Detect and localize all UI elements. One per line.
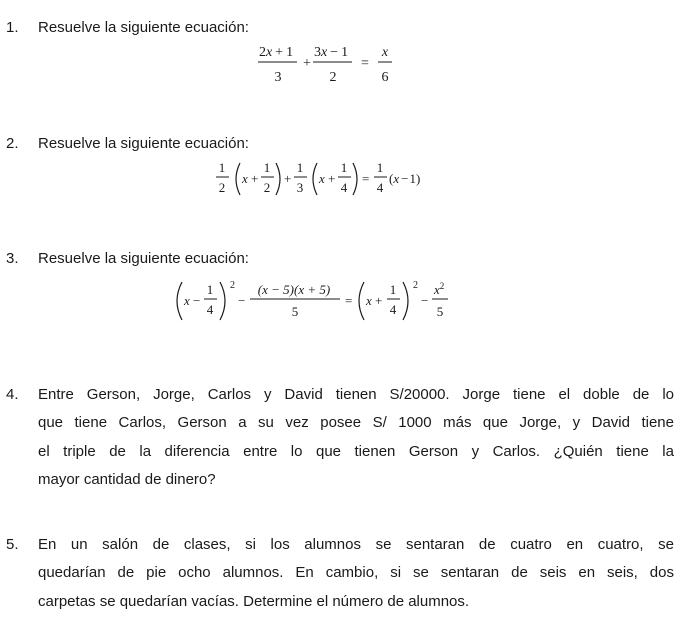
problem-number: 2. (6, 135, 19, 152)
paren-left (177, 282, 182, 320)
problem-number: 5. (6, 536, 19, 553)
paren-right (276, 163, 280, 195)
eq-denominator: 5 (291, 304, 299, 319)
eq-operator: + (303, 56, 311, 71)
problem-text (38, 537, 674, 618)
eq-operator: + (375, 293, 383, 308)
eq-exponent: 2 (230, 280, 235, 291)
eq-variable: x (265, 45, 273, 60)
paren-right (353, 163, 357, 195)
eq-denominator: 2 (263, 180, 271, 195)
paren-left (359, 282, 364, 320)
eq-denominator: 2 (329, 70, 337, 85)
eq-operator: + (284, 171, 292, 186)
eq-term: 3 (313, 45, 321, 60)
eq-variable: x (393, 171, 400, 186)
eq-exponent: 2 (413, 280, 418, 291)
eq-exponent: 2 (439, 281, 445, 291)
eq-operator: = (345, 293, 353, 308)
svg-text:(x−1) (389, 171, 420, 186)
eq-operator: − (193, 293, 201, 308)
problem-number: 1. (6, 19, 19, 36)
eq-term: 1 (341, 45, 349, 60)
eq-term: 1 (286, 45, 294, 60)
eq-operator: − (421, 293, 429, 308)
text-line: mayor cantidad de dinero? (38, 471, 216, 488)
eq-variable: x (320, 45, 328, 60)
equation-3 (0, 268, 683, 348)
eq-variable: x (434, 282, 440, 297)
eq-variable: x (319, 171, 325, 186)
eq-numerator: 1 (376, 160, 384, 175)
eq-operator: − (401, 171, 409, 186)
eq-denominator: 2 (218, 180, 226, 195)
eq-variable: x (184, 293, 190, 308)
svg-text:x2 (433, 281, 444, 297)
eq-variable: x (242, 171, 248, 186)
paren-right (403, 282, 408, 320)
eq-numerator: 1 (218, 160, 226, 175)
paren-left (313, 163, 317, 195)
eq-denominator: 3 (296, 180, 304, 195)
problem-number: 3. (6, 250, 19, 267)
eq-numerator: (x − 5)(x + 5) (257, 282, 331, 297)
eq-operator: + (251, 171, 259, 186)
eq-denominator: 4 (376, 180, 384, 195)
eq-numerator: 1 (389, 282, 397, 297)
eq-term: 1 (409, 171, 416, 186)
eq-variable: x (381, 45, 389, 60)
eq-variable: x (366, 293, 372, 308)
eq-operator: − (330, 45, 339, 60)
problem-statement: Resuelve la siguiente ecuación: (38, 250, 249, 267)
paren-right: ) (415, 171, 421, 186)
problem-statement: Resuelve la siguiente ecuación: (38, 135, 249, 152)
eq-term: 2 (258, 45, 266, 60)
problem-number: 4. (6, 386, 19, 403)
eq-numerator: 1 (206, 282, 214, 297)
svg-text:3x−1 (314, 45, 348, 60)
eq-operator: = (362, 171, 370, 186)
eq-numerator: 1 (340, 160, 348, 175)
eq-operator: − (238, 293, 246, 308)
paren-right (220, 282, 225, 320)
text-line: carpetas se quedarían vacías. Determine el número de alumnos. (38, 593, 470, 610)
eq-operator: + (328, 171, 336, 186)
text-line: el triple de la diferencia entre lo que tienen Gerson y Carlos. ¿Quién tiene la (38, 443, 674, 460)
equation-2 (0, 150, 683, 220)
text-line: En un salón de clases, si los alumnos se sentaran de cuatro en cuatro, se (38, 536, 674, 553)
eq-numerator: 1 (263, 160, 271, 175)
eq-denominator: 6 (381, 70, 389, 85)
paren-left: ( (389, 171, 394, 186)
eq-denominator: 4 (340, 180, 348, 195)
equation-1 (0, 0, 683, 100)
svg-text:2x+1 (259, 45, 293, 60)
eq-denominator: 4 (389, 302, 397, 317)
eq-denominator: 5 (436, 304, 444, 319)
eq-operator: + (275, 45, 284, 60)
eq-denominator: 3 (274, 70, 282, 85)
problem-text (38, 387, 674, 496)
eq-operator: = (361, 56, 369, 71)
text-line: quedarían de pie ocho alumnos. En cambio, si se sentaran de seis en seis, dos (38, 564, 674, 581)
paren-left (236, 163, 240, 195)
text-line: que tiene Carlos, Gerson a su vez posee S/ 1000 más que Jorge, y David tiene (38, 414, 674, 431)
eq-numerator: 1 (296, 160, 304, 175)
eq-denominator: 4 (206, 302, 214, 317)
problem-statement: Resuelve la siguiente ecuación: (38, 19, 249, 36)
text-line: Entre Gerson, Jorge, Carlos y David tienen S/20000. Jorge tiene el doble de lo (38, 386, 674, 403)
